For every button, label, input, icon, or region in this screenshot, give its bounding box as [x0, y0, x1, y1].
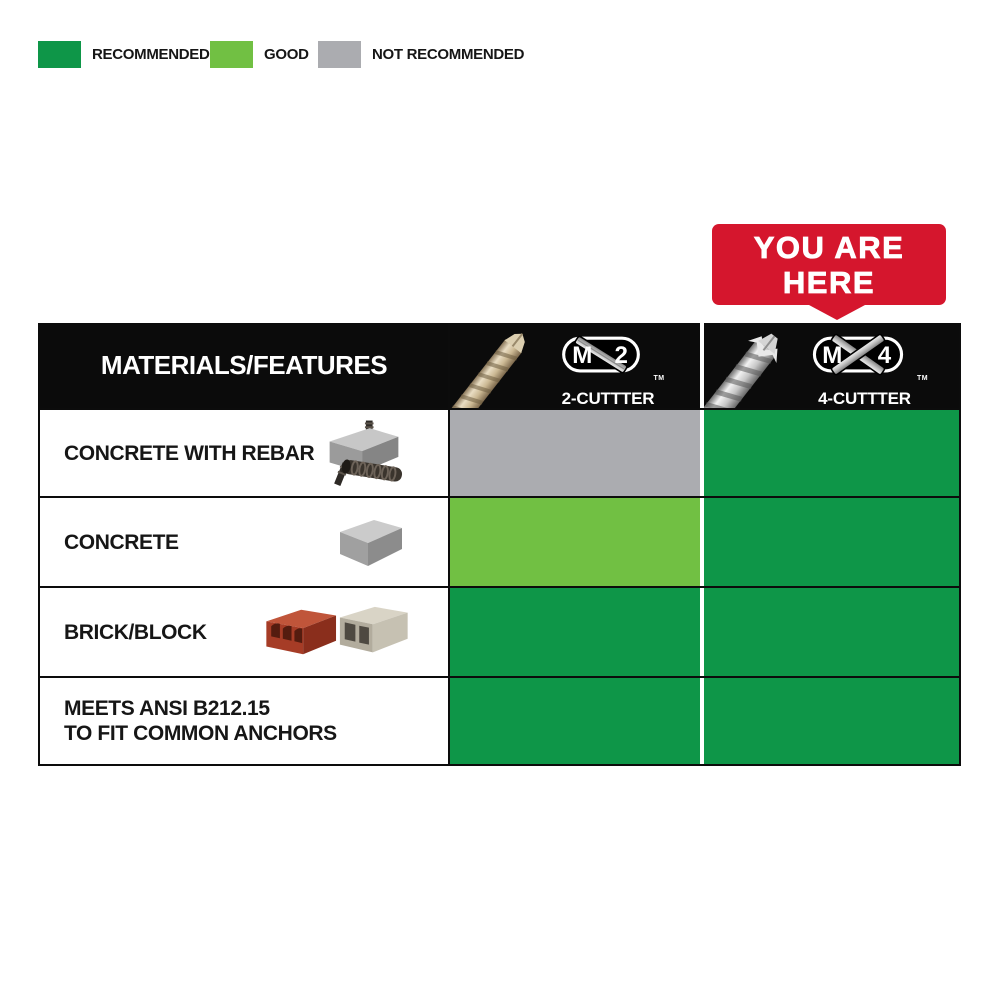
good-swatch-icon	[210, 41, 253, 68]
column-header-2cutter	[450, 323, 700, 408]
rating-cell-concrete-4cutter	[704, 498, 961, 586]
brick-block-icon	[264, 602, 410, 662]
callout-pointer-icon	[809, 305, 865, 320]
table-row-concrete	[38, 498, 961, 588]
rating-cell-meets-ansi-b212-15-2cutter	[450, 678, 700, 764]
recommended-swatch-icon	[38, 41, 81, 68]
legend-label-recommended: RECOMMENDED	[92, 46, 210, 63]
trademark-symbol: TM	[916, 374, 929, 382]
material-label: MEETS ANSI B212.15 TO FIT COMMON ANCHORS	[64, 697, 337, 745]
material-label: BRICK/BLOCK	[64, 620, 207, 644]
not-recommended-swatch-icon	[318, 41, 361, 68]
rating-cell-brick-block-4cutter	[704, 588, 961, 676]
trademark-symbol: TM	[653, 374, 665, 382]
rating-cell-brick-block-2cutter	[450, 588, 700, 676]
table-row-brick-block	[38, 588, 961, 678]
svg-text:4: 4	[877, 341, 892, 369]
m4-logo-icon	[801, 325, 915, 386]
concrete-with-rebar-icon	[322, 419, 406, 488]
callout-line2: HERE	[782, 264, 876, 300]
legend-item-recommended	[38, 40, 210, 68]
table-header-row	[38, 323, 961, 410]
rating-cell-concrete-with-rebar-2cutter	[450, 410, 700, 496]
rating-cell-concrete-with-rebar-4cutter	[704, 410, 961, 496]
legend-item-not-recommended	[318, 40, 524, 68]
material-cell-meets-ansi-b212-15	[38, 678, 448, 764]
rating-cell-meets-ansi-b212-15-4cutter	[704, 678, 961, 764]
material-label: CONCRETE	[64, 530, 179, 554]
you-are-here-callout	[712, 224, 946, 305]
materials-features-header	[38, 323, 448, 408]
materials-features-label: MATERIALS/FEATURES	[100, 350, 388, 380]
legend-label-not-recommended: NOT RECOMMENDED	[372, 46, 525, 63]
svg-text:M: M	[572, 341, 593, 369]
material-cell-concrete-with-rebar	[38, 410, 448, 496]
material-cell-concrete	[38, 498, 448, 586]
m2-logo-icon	[551, 325, 651, 386]
callout-line1: YOU ARE	[753, 229, 905, 265]
legend-item-good	[210, 40, 309, 68]
column-label-2cutter: 2-CUTTTER	[561, 388, 655, 408]
material-label: CONCRETE WITH REBAR	[64, 441, 315, 465]
table-row-concrete-with-rebar	[38, 410, 961, 498]
material-cell-brick-block	[38, 588, 448, 676]
svg-text:2: 2	[614, 341, 629, 369]
rating-cell-concrete-2cutter	[450, 498, 700, 586]
column-label-4cutter: 4-CUTTTER	[818, 388, 911, 408]
concrete-icon	[336, 516, 406, 568]
svg-text:M: M	[822, 341, 843, 369]
table-row-meets-ansi-b212-15	[38, 678, 961, 766]
comparison-table	[38, 323, 961, 766]
table-body	[38, 410, 961, 766]
column-header-4cutter	[704, 323, 961, 408]
legend-label-good: GOOD	[264, 46, 309, 63]
